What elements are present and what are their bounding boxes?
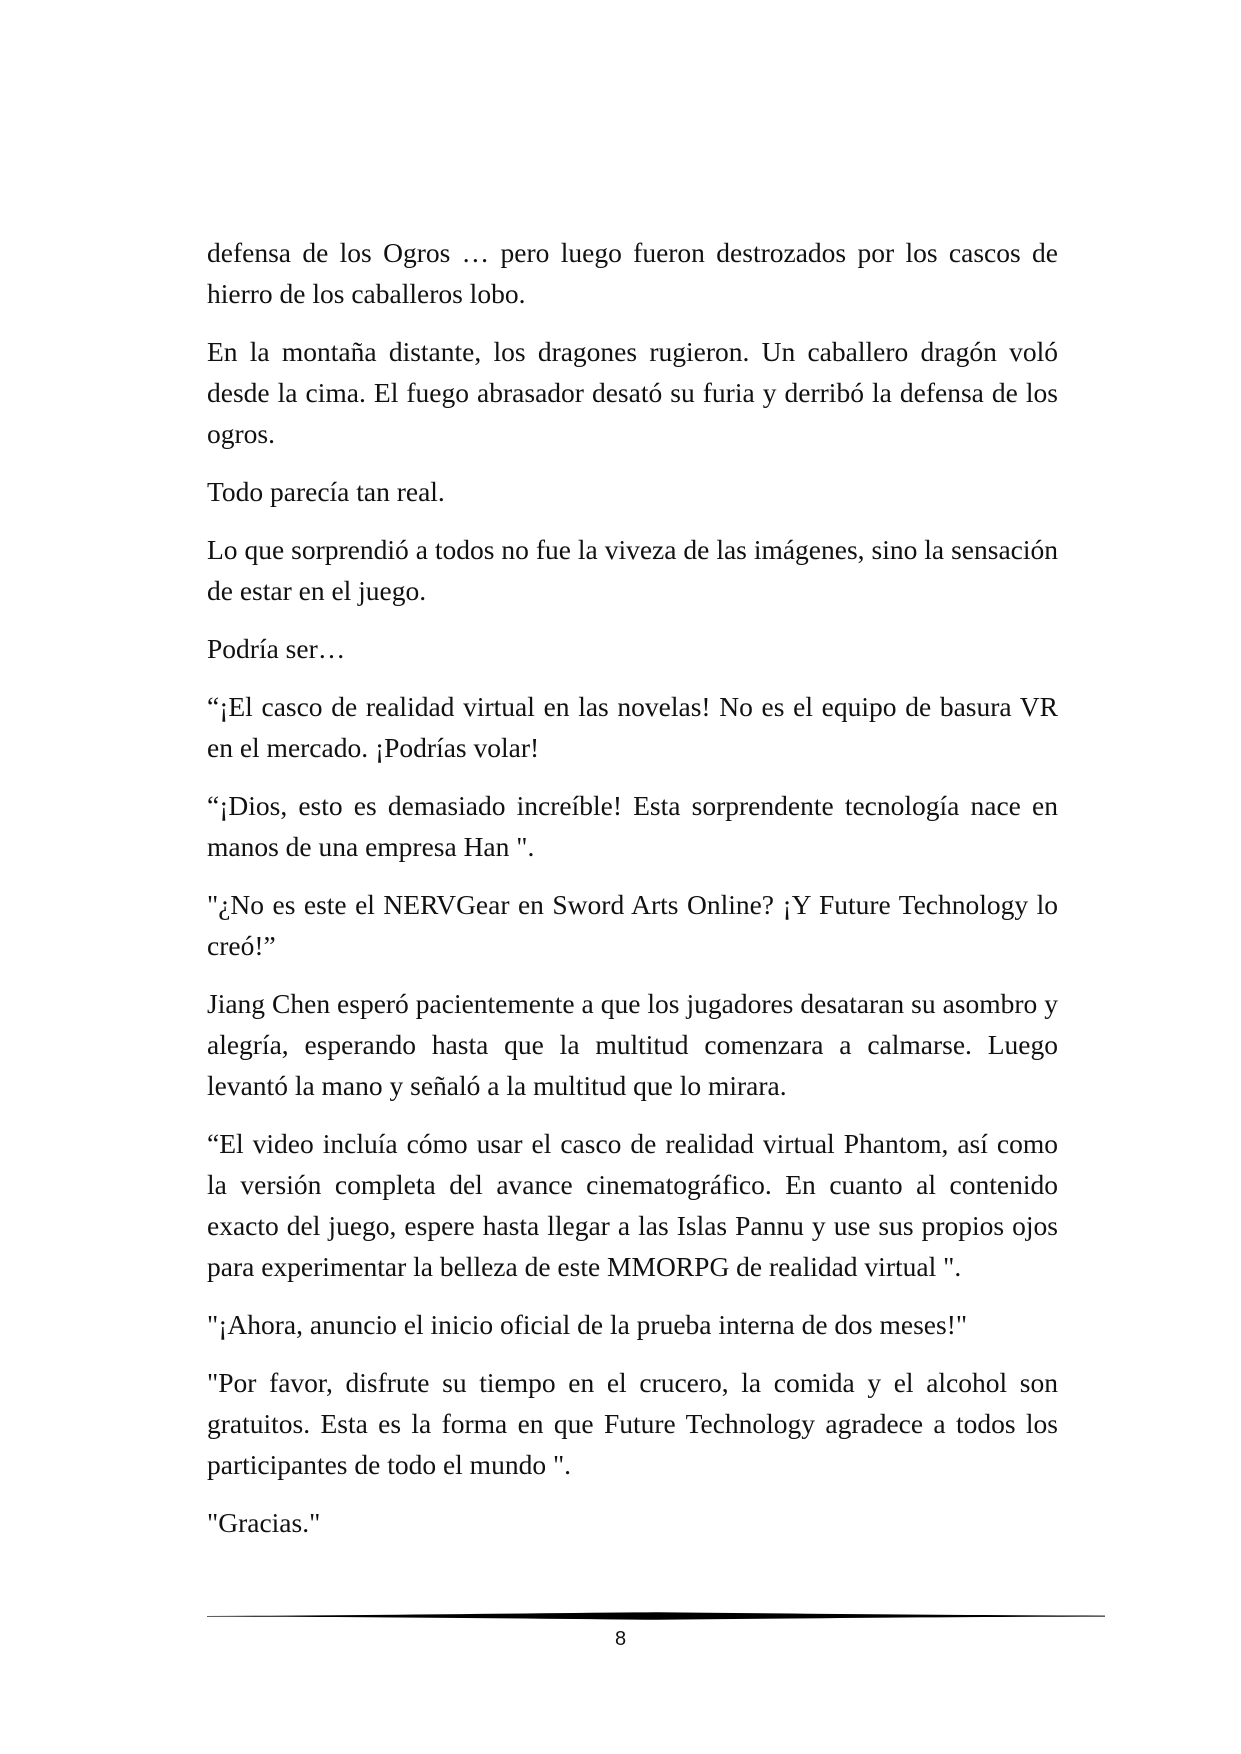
- paragraph: "¡Ahora, anuncio el inicio oficial de la prueba interna de dos meses!": [207, 1309, 968, 1340]
- paragraph: Jiang Chen esperó pacientemente a que los jugadores desataran su asombro y alegría, esperando hasta que la multitud comenzara a calmarse. Luego levantó la mano y señaló a la multitud que lo mirara.: [207, 988, 1058, 1101]
- footer-divider: [207, 1610, 1105, 1622]
- paragraph: defensa de los Ogros … pero luego fueron destrozados por los cascos de hierro de los caballeros lobo.: [207, 237, 1058, 309]
- paragraph: “¡Dios, esto es demasiado increíble! Esta sorprendente tecnología nace en manos de una empresa Han ".: [207, 790, 1058, 862]
- paragraph: "Gracias.": [207, 1507, 321, 1538]
- page-number: 8: [614, 1628, 627, 1650]
- paragraph: “¡El casco de realidad virtual en las novelas! No es el equipo de basura VR en el mercado. ¡Podrías volar!: [207, 691, 1058, 763]
- paragraph: Todo parecía tan real.: [207, 476, 445, 507]
- paragraph: Podría ser…: [207, 633, 346, 664]
- paragraph: "¿No es este el NERVGear en Sword Arts Online? ¡Y Future Technology lo creó!”: [207, 889, 1058, 961]
- paragraph: En la montaña distante, los dragones rugieron. Un caballero dragón voló desde la cima. El fuego abrasador desató su furia y derribó la defensa de los ogros.: [207, 336, 1058, 449]
- paragraph: "Por favor, disfrute su tiempo en el crucero, la comida y el alcohol son gratuitos. Esta es la forma en que Future Technology agradece a todos los participantes de todo el mundo ".: [207, 1367, 1058, 1480]
- paragraph: “El video incluía cómo usar el casco de realidad virtual Phantom, así como la versión completa del avance cinematográfico. En cuanto al contenido exacto del juego, espere hasta llegar a las Islas Pannu y use sus propios ojos para experimentar la belleza de este MMORPG de realidad virtual ".: [207, 1128, 1058, 1282]
- body-text: [207, 232, 1058, 1560]
- paragraph: Lo que sorprendió a todos no fue la viveza de las imágenes, sino la sensación de estar en el juego.: [207, 534, 1058, 606]
